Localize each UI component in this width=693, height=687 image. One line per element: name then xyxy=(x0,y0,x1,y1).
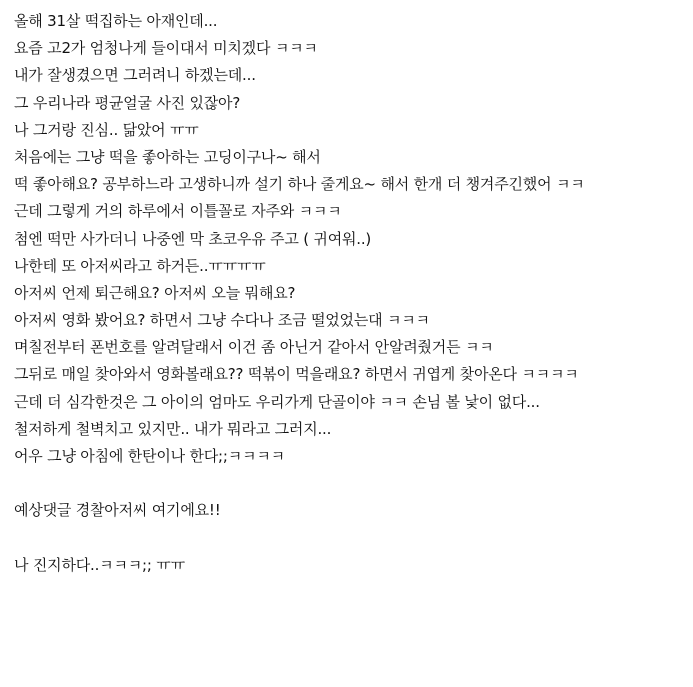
post-line: 아저씨 언제 퇴근해요? 아저씨 오늘 뭐해요? xyxy=(14,283,296,302)
post-line: 아저씨 영화 봤어요? 하면서 그냥 수다나 조금 떨었었는대 ㅋㅋㅋ xyxy=(14,311,430,330)
blank-line xyxy=(14,470,686,497)
post-line: 요즘 고2가 엄청나게 들이대서 미치겠다 ㅋㅋㅋ xyxy=(14,39,318,58)
post-line: 근데 더 심각한것은 그 아이의 엄마도 우리가게 단골이야 ㅋㅋ 손님 볼 낯이 없다... xyxy=(14,392,540,411)
post-line: 그 우리나라 평균얼굴 사진 있잖아? xyxy=(14,93,241,112)
post-line: 처음에는 그냥 떡을 좋아하는 고딩이구나~ 해서 xyxy=(14,147,321,166)
expected-comment-line: 예상댓글 경찰아저씨 여기에요!! xyxy=(14,501,221,520)
closing-line: 나 진지하다..ㅋㅋㅋ;; ㅠㅠ xyxy=(14,555,185,574)
post-line: 어우 그냥 아침에 한탄이나 한다;;ㅋㅋㅋㅋ xyxy=(14,447,285,465)
post-line: 그뒤로 매일 찾아와서 영화볼래요?? 떡볶이 먹을래요? 하면서 귀엽게 찾아온다 ㅋㅋㅋㅋ xyxy=(14,365,579,384)
post-line: 첨엔 떡만 사가더니 나중엔 막 초코우유 주고 ( 귀여워..) xyxy=(14,229,372,248)
post-line: 올해 31살 떡집하는 아재인데... xyxy=(14,12,218,30)
post-line: 며칠전부터 폰번호를 알려달래서 이건 좀 아닌거 같아서 안알려줬거든 ㅋㅋ xyxy=(14,338,494,357)
post-body xyxy=(14,8,686,579)
post-line: 떡 좋아해요? 공부하느라 고생하니까 설기 하나 줄게요~ 해서 한개 더 챙겨주긴했어 ㅋㅋ xyxy=(14,175,585,194)
post-line: 내가 잘생겼으면 그러려니 하겠는데... xyxy=(14,66,256,85)
post-line: 나한테 또 아저씨라고 하거든..ㅠㅠㅠㅠ xyxy=(14,256,266,275)
blank-line xyxy=(14,525,686,552)
post-line: 근데 그렇게 거의 하루에서 이틀꼴로 자주와 ㅋㅋㅋ xyxy=(14,202,342,221)
post-line: 나 그거랑 진심.. 닮았어 ㅠㅠ xyxy=(14,120,199,139)
post-line: 철저하게 철벽치고 있지만.. 내가 뭐라고 그러지... xyxy=(14,419,332,438)
